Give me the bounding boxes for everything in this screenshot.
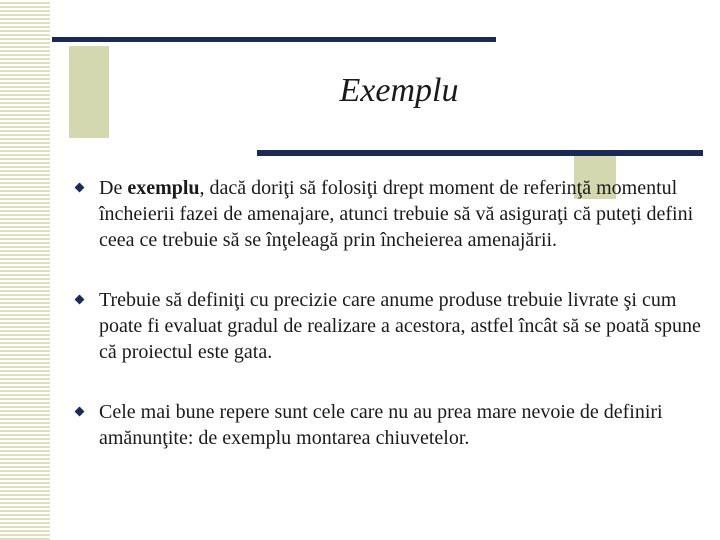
bullet-item (74, 287, 709, 365)
title-rule-bottom (257, 150, 703, 156)
diamond-bullet-icon (75, 295, 85, 305)
bullet-text-rest: , dacă doriţi să folosiţi drept moment de referinţă momentul încheierii fazei de amenajare, atunci trebuie să vă asiguraţi că puteţi defini ceea ce trebuie să se înţeleagă prin încheierea amenajării. (99, 177, 694, 251)
slide-title: Exemplu (339, 72, 459, 109)
bullet-text-lead: De (99, 177, 128, 199)
diamond-bullet-icon (75, 183, 85, 193)
bullet-list (74, 175, 709, 485)
title-rule-top (52, 37, 496, 42)
bullet-item (74, 399, 709, 451)
bullet-item (74, 175, 709, 253)
diamond-bullet-icon (75, 407, 85, 417)
bullet-text-emphasis: exemplu (127, 177, 200, 199)
bullet-text: Cele mai bune repere sunt cele care nu au prea mare nevoie de definiri amănunţite: de exemplu montarea chiuvetelor. (99, 401, 663, 449)
bullet-text: Trebuie să definiţi cu precizie care anume produse trebuie livrate şi cum poate fi evaluat gradul de realizare a acestora, astfel încât să se poată spune că proiectul este gata. (99, 289, 701, 363)
